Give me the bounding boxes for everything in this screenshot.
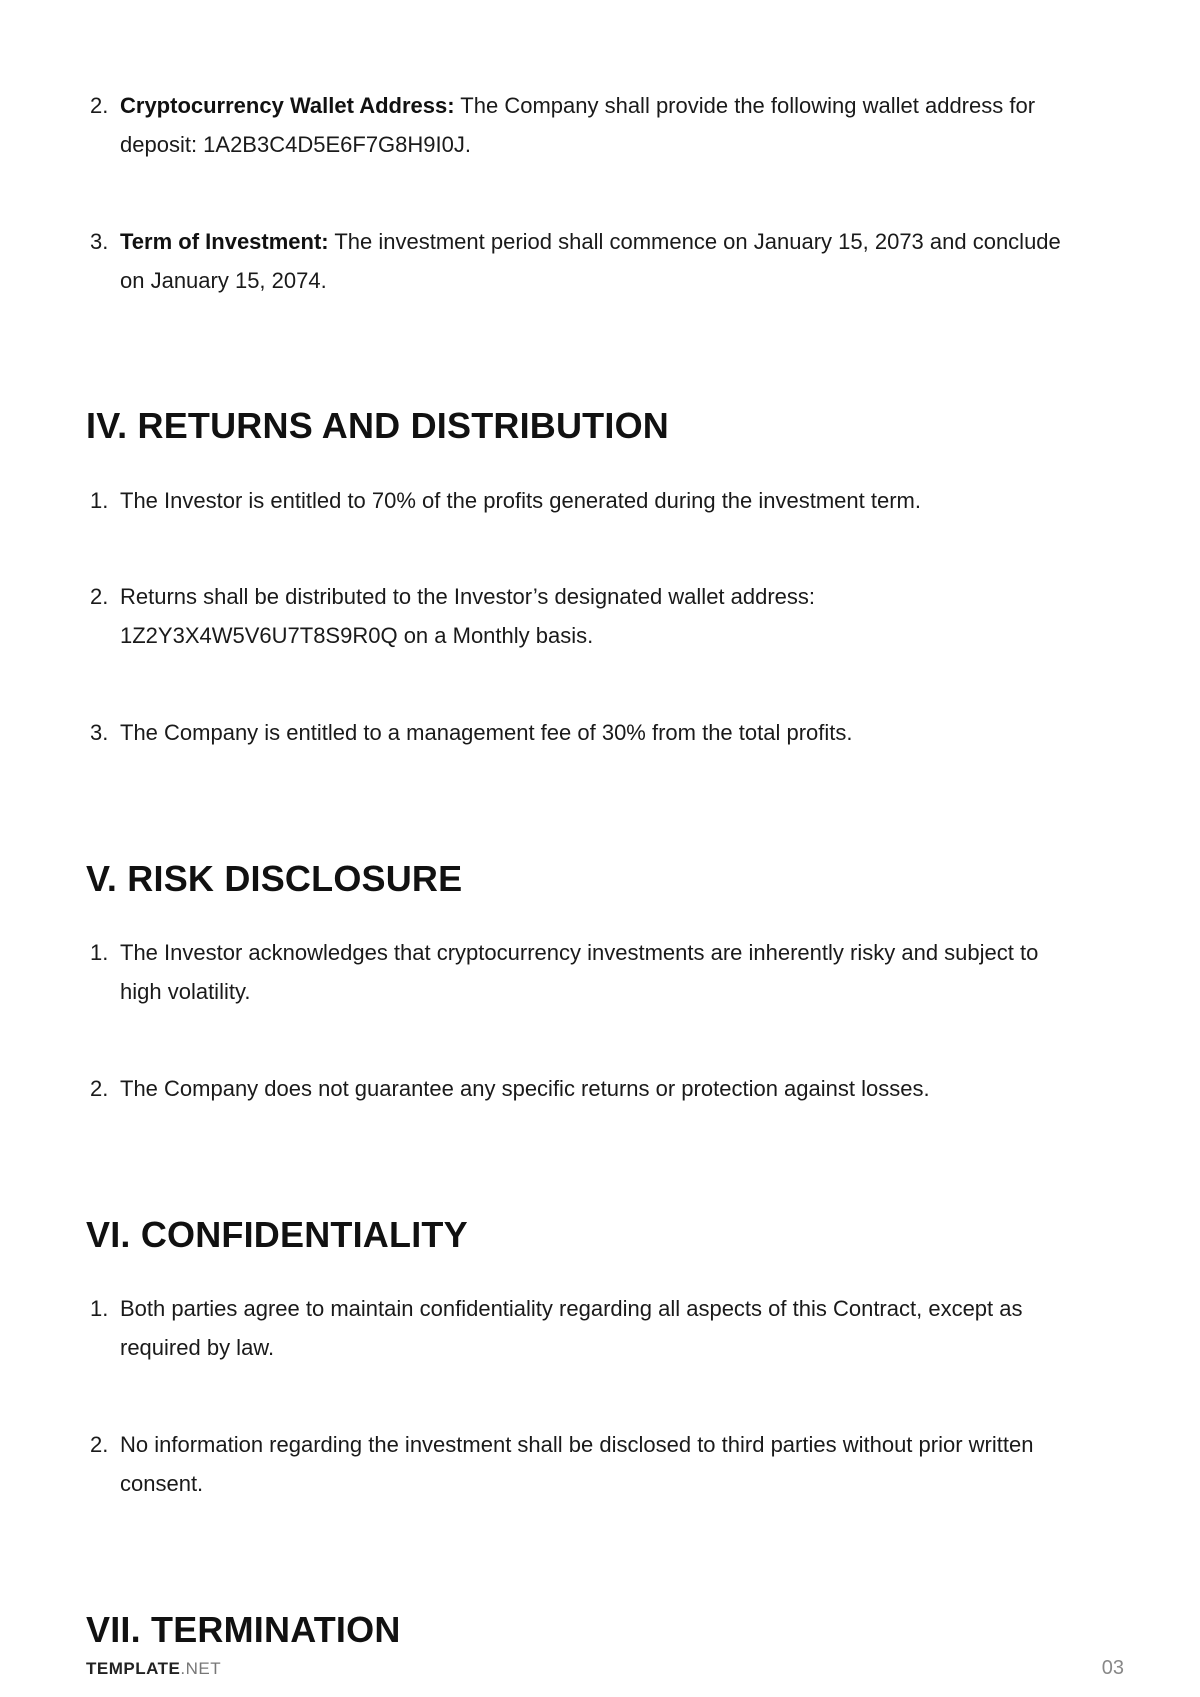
list-item-text: The Investor is entitled to 70% of the profits generated during the investment term. xyxy=(120,488,921,513)
list-item-text: Both parties agree to maintain confidentiality regarding all aspects of this Contract, except as required by law. xyxy=(120,1296,1023,1360)
list-item-number: 2. xyxy=(90,1432,109,1457)
list-item-number: 2. xyxy=(90,584,109,609)
list-item-number: 2. xyxy=(90,93,109,118)
list-item-number: 3. xyxy=(90,720,109,745)
term-label: Cryptocurrency Wallet Address: xyxy=(120,93,455,118)
section-heading-risk: V. RISK DISCLOSURE xyxy=(86,858,463,899)
footer-logo-strong: TEMPLATE xyxy=(86,1659,181,1678)
list-item xyxy=(90,713,1080,752)
list-item xyxy=(90,1425,1080,1503)
list-item xyxy=(90,577,1080,655)
list-item-number: 1. xyxy=(90,940,109,965)
list-item xyxy=(90,933,1080,1011)
list-item-body xyxy=(90,222,1080,300)
list-item-text: The Investor acknowledges that cryptocurrency investments are inherently risky and subject to high volatility. xyxy=(120,940,1039,1004)
list-item-text: No information regarding the investment shall be disclosed to third parties without prior written consent. xyxy=(120,1432,1034,1496)
list-item-body xyxy=(90,86,1080,164)
section-heading-returns: IV. RETURNS AND DISTRIBUTION xyxy=(86,405,669,446)
page-number: 03 xyxy=(1101,1657,1124,1679)
list-item-number: 3. xyxy=(90,229,109,254)
list-item xyxy=(90,481,1080,520)
list-item-text: The Company is entitled to a management fee of 30% from the total profits. xyxy=(120,720,853,745)
list-item-text: The investment period shall commence on January 15, 2073 and conclude on January 15, 2074. xyxy=(120,229,1061,293)
footer-logo xyxy=(86,1659,221,1679)
section-heading-termination: VII. TERMINATION xyxy=(86,1609,401,1650)
footer-logo-light: .NET xyxy=(180,1659,222,1678)
term-label: Term of Investment: xyxy=(120,229,329,254)
list-item-number: 2. xyxy=(90,1076,109,1101)
list-item xyxy=(90,86,1080,164)
list-item xyxy=(90,1069,1080,1108)
list-item-text: The Company shall provide the following wallet address for deposit: 1A2B3C4D5E6F7G8H9I0J. xyxy=(120,93,1036,157)
list-item-number: 1. xyxy=(90,1296,109,1321)
list-item-text: The Company does not guarantee any specific returns or protection against losses. xyxy=(120,1076,930,1101)
section-heading-confidentiality: VI. CONFIDENTIALITY xyxy=(86,1214,468,1255)
list-item-text: Returns shall be distributed to the Investor’s designated wallet address: 1Z2Y3X4W5V6U7T8S9R0Q on a Monthly basis. xyxy=(120,584,816,648)
list-item-number: 1. xyxy=(90,488,109,513)
list-item xyxy=(90,1289,1080,1367)
list-item xyxy=(90,222,1080,300)
